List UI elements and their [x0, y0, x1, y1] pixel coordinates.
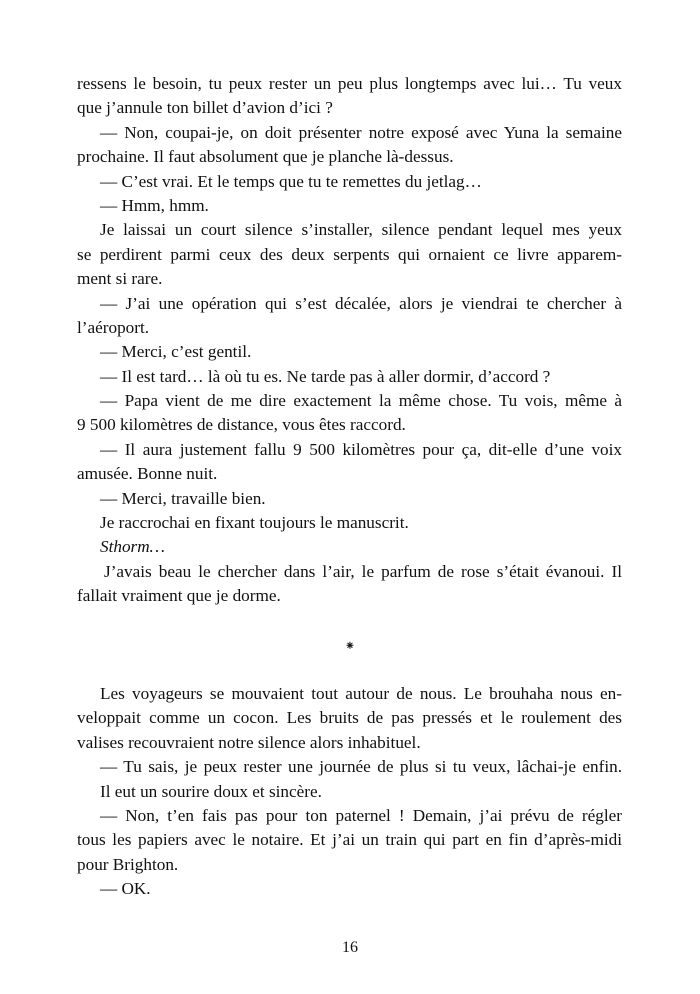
text-line: — Hmm, hmm. [100, 195, 209, 215]
text-line: pour Brighton. [77, 854, 179, 874]
text-line: se perdirent parmi ceux des deux serpents qui ornaient ce livre apparem- [77, 244, 622, 264]
text-line: ment si rare. [77, 269, 163, 289]
text-line: que j’annule ton billet d’avion d’ici ? [77, 98, 333, 118]
text-line: Je laissai un court silence s’installer, silence pendant lequel mes yeux [100, 220, 622, 240]
section-2 [77, 682, 622, 902]
text-line: prochaine. Il faut absolument que je planche là-dessus. [77, 147, 454, 167]
text-line: amusée. Bonne nuit. [77, 464, 218, 484]
text-line: — J’ai une opération qui s’est décalée, alors je viendrai te chercher à [100, 293, 622, 313]
text-line: — Papa vient de me dire exactement la même chose. Tu vois, même à [100, 391, 622, 411]
section-1 [77, 72, 622, 609]
text-line: Il eut un sourire doux et sincère. [100, 781, 322, 801]
text-line: — C’est vrai. Et le temps que tu te remettes du jetlag… [100, 171, 482, 191]
page-number: 16 [342, 939, 358, 956]
text-line: — Merci, travaille bien. [100, 488, 266, 508]
text-line: fallait vraiment que je dorme. [77, 586, 281, 606]
section-separator: ⁕ [344, 638, 356, 653]
text-line: ressens le besoin, tu peux rester un peu plus longtemps avec lui… Tu veux [77, 74, 622, 93]
text-line: — Il aura justement fallu 9 500 kilomètres pour ça, dit-elle d’une voix [100, 439, 622, 459]
text-line: — Non, coupai-je, on doit présenter notre exposé avec Yuna la semaine [100, 122, 622, 142]
text-line: — Non, t’en fais pas pour ton paternel ! Demain, j’ai prévu de régler [100, 805, 622, 825]
text-line: tous les papiers avec le notaire. Et j’ai un train qui part en fin d’après-midi [77, 830, 622, 850]
text-line: Je raccrochai en fixant toujours le manuscrit. [100, 513, 409, 533]
text-line: — Tu sais, je peux rester une journée de plus si tu veux, lâchai-je enfin. [100, 757, 622, 777]
text-line-italic: Sthorm… [100, 537, 165, 557]
text-line: Les voyageurs se mouvaient tout autour de nous. Le brouhaha nous en- [100, 684, 622, 703]
text-line: valises recouvraient notre silence alors inhabituel. [77, 732, 421, 752]
text-line: — Il est tard… là où tu es. Ne tarde pas à aller dormir, d’accord ? [100, 366, 551, 386]
text-line: l’aéroport. [77, 317, 150, 337]
text-line: 9 500 kilomètres de distance, vous êtes raccord. [77, 415, 406, 435]
text-line: veloppait comme un cocon. Les bruits de pas pressés et le roulement des [77, 708, 622, 728]
text-line: J’avais beau le chercher dans l’air, le parfum de rose s’était évanoui. Il [104, 561, 622, 581]
text-line: — Merci, c’est gentil. [100, 342, 252, 362]
text-line: — OK. [100, 879, 151, 899]
